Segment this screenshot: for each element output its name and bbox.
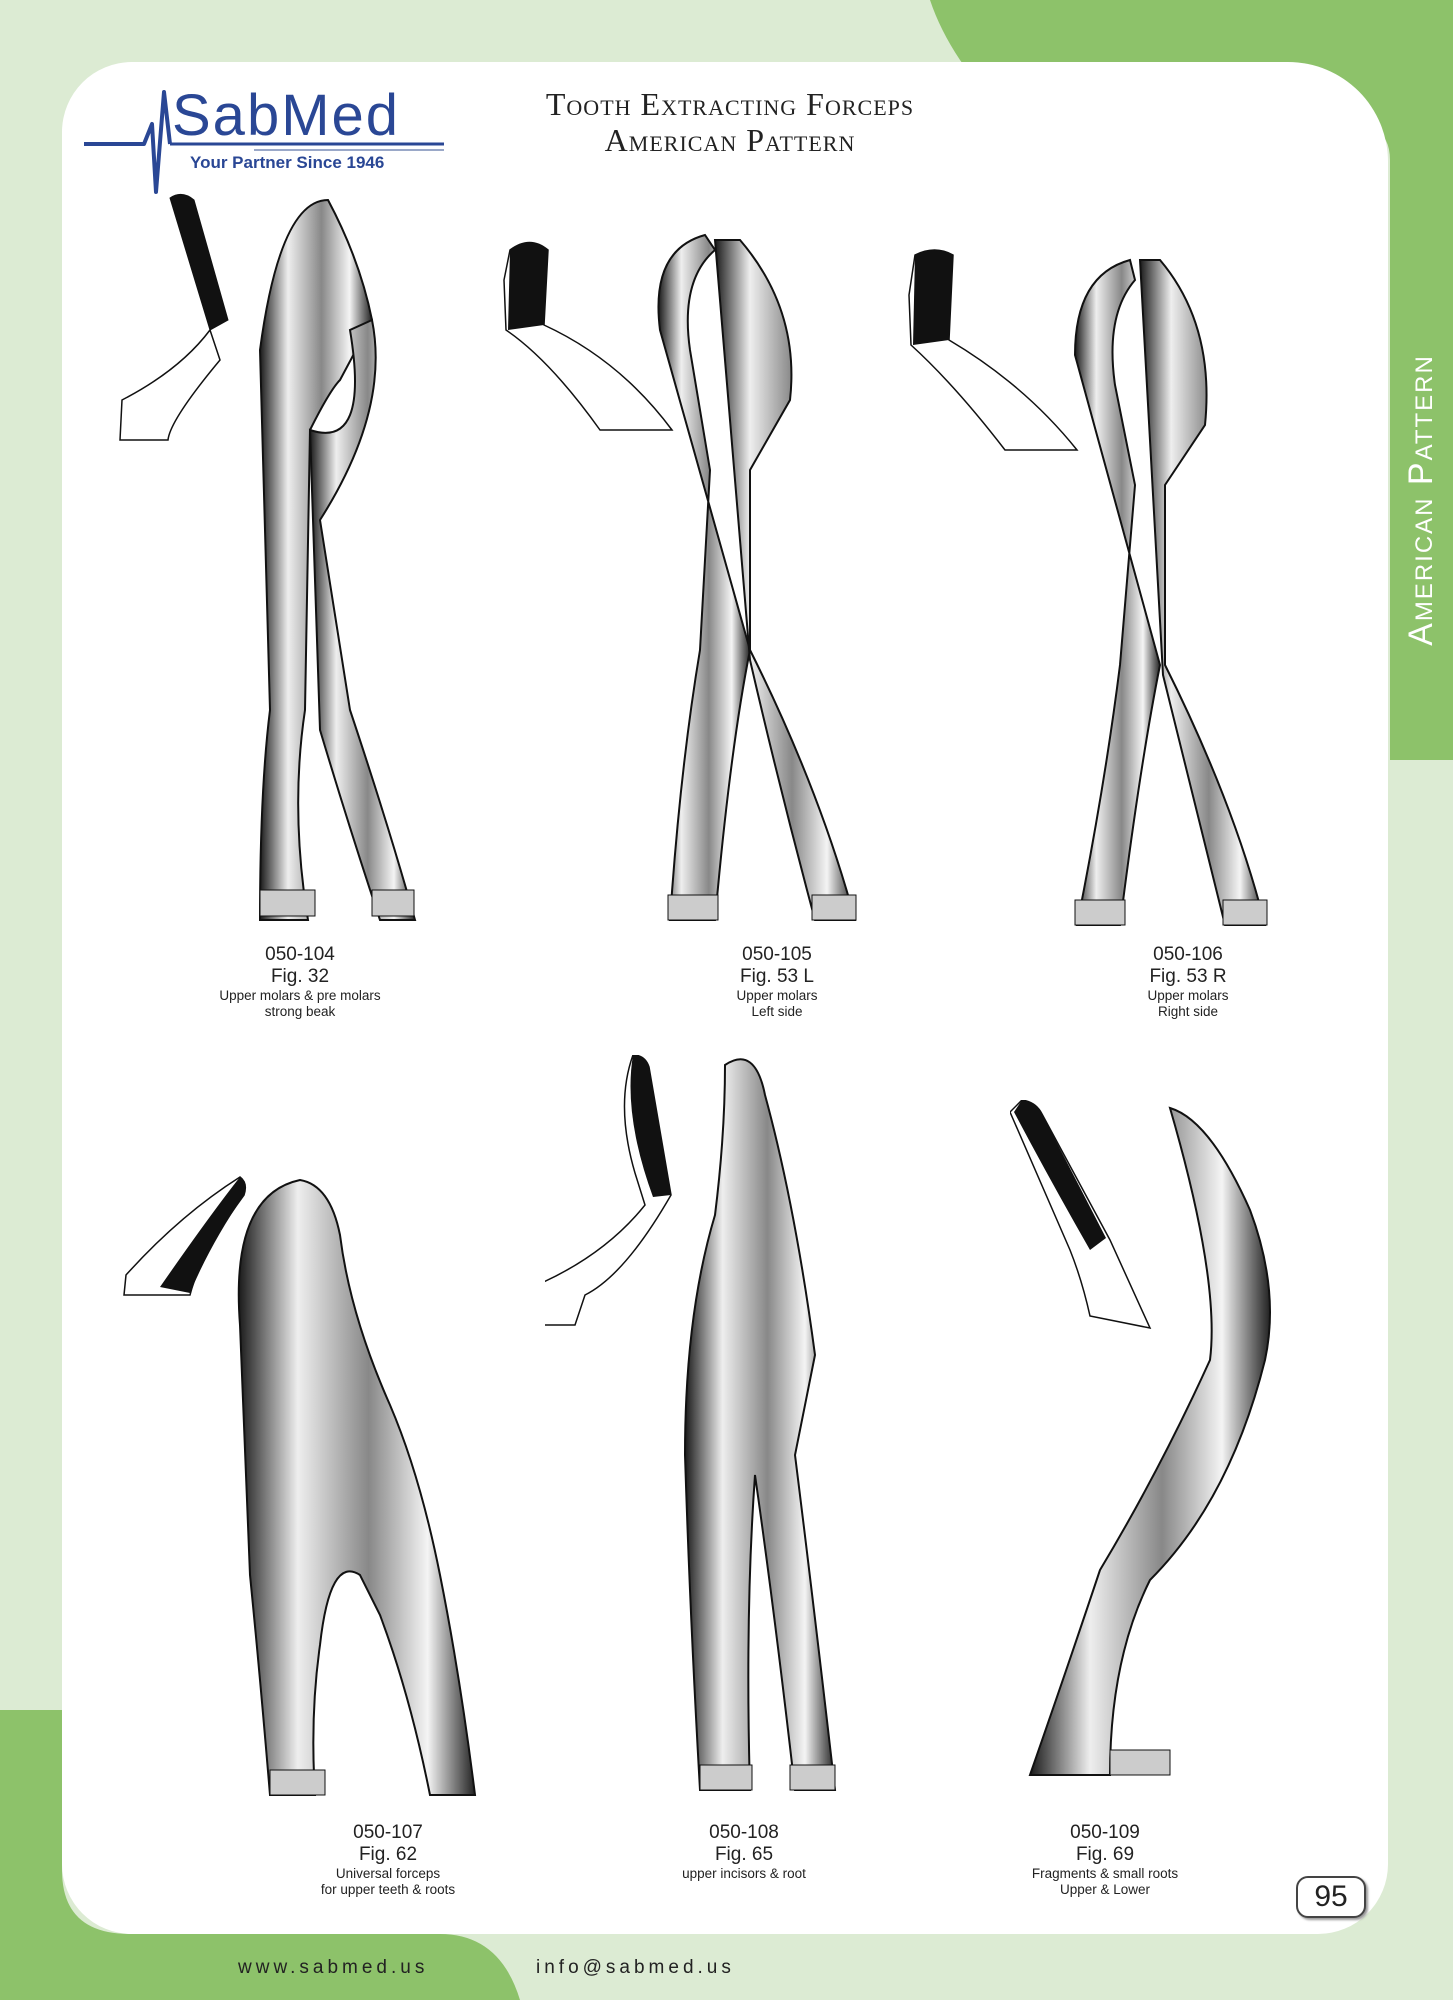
footer-email[interactable]: info@sabmed.us: [536, 1957, 735, 1978]
product-description: Upper molars & pre molars: [219, 988, 381, 1003]
product-code: 050-108: [709, 1822, 779, 1843]
page-number: 95: [1296, 1876, 1366, 1918]
brand-tagline: Your Partner Since 1946: [190, 153, 385, 172]
product-description: Fragments & small roots: [1031, 1866, 1179, 1881]
forceps-illustration-6: [1010, 1100, 1300, 1780]
product-description-2: Upper & Lower: [1059, 1882, 1151, 1897]
forceps-illustration-4: [120, 1175, 480, 1800]
forceps-illustration-5: [545, 1055, 845, 1795]
product-code: 050-104: [265, 944, 335, 965]
forceps-illustration-3: [905, 245, 1305, 935]
product-label-3: [1068, 944, 1308, 1020]
product-description-2: Right side: [1157, 1004, 1219, 1019]
product-label-6: [985, 1822, 1225, 1898]
figure-number: Fig. 32: [270, 966, 330, 987]
product-description-2: for upper teeth & roots: [320, 1882, 456, 1897]
product-label-1: [180, 944, 420, 1020]
product-label-5: [624, 1822, 864, 1882]
side-tab-label: American Pattern: [1402, 354, 1440, 646]
title-line-1: Tooth Extracting Forceps: [545, 86, 915, 122]
product-code: 050-109: [1070, 1822, 1140, 1843]
forceps-illustration-1: [110, 190, 430, 930]
page-title: [460, 86, 1000, 158]
product-code: 050-105: [742, 944, 812, 965]
product-code: 050-106: [1153, 944, 1223, 965]
product-code: 050-107: [353, 1822, 423, 1843]
product-description-2: strong beak: [264, 1004, 336, 1019]
product-description: Upper molars: [736, 988, 818, 1003]
product-label-4: [268, 1822, 508, 1898]
figure-number: Fig. 69: [1075, 1844, 1135, 1865]
figure-number: Fig. 53 L: [740, 966, 814, 987]
product-description: Upper molars: [1147, 988, 1229, 1003]
brand-name: SabMed: [172, 83, 401, 148]
figure-number: Fig. 62: [358, 1844, 418, 1865]
product-description: Universal forceps: [335, 1866, 441, 1881]
product-description-2: Left side: [751, 1004, 803, 1019]
product-label-2: [657, 944, 897, 1020]
figure-number: Fig. 65: [714, 1844, 774, 1865]
title-line-2: American Pattern: [604, 122, 856, 158]
forceps-illustration-2: [500, 230, 890, 930]
figure-number: Fig. 53 R: [1149, 966, 1227, 987]
footer-website[interactable]: www.sabmed.us: [238, 1957, 429, 1978]
product-description: upper incisors & root: [682, 1866, 806, 1881]
